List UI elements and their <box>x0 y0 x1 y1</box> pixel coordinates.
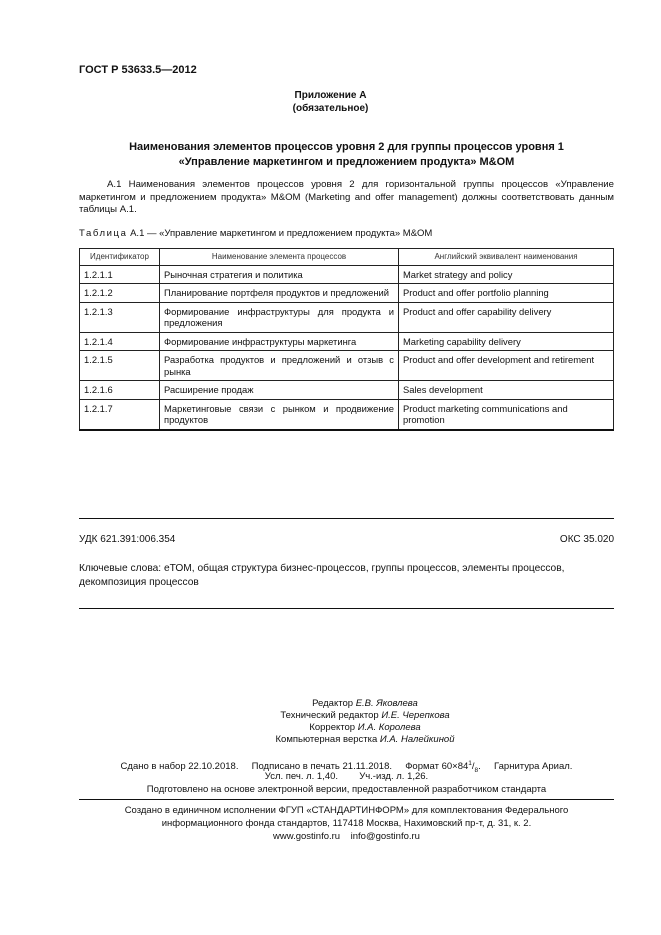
print-sheets: Усл. печ. л. 1,40. <box>264 771 339 782</box>
row-id: 1.2.1.5 <box>80 351 160 381</box>
intro-paragraph: А.1 Наименования элементов процессов уровня 2 для горизонтальной группы процессов «Управление маркетингом и предложением продукта» М&ОМ (Marketing and offer management) должны соответствовать данным таблицы А.1. <box>79 179 614 216</box>
row-name: Формирование инфраструктуры маркетинга <box>160 332 399 351</box>
table-caption-text: А.1 — «Управление маркетингом и предложением продукта» М&ОМ <box>130 228 433 239</box>
row-name: Планирование портфеля продуктов и предложений <box>160 284 399 303</box>
row-name: Формирование инфраструктуры для продукта и предложения <box>160 302 399 332</box>
credit-editor <box>150 698 580 710</box>
email-link[interactable]: info@gostinfo.ru <box>350 831 420 842</box>
section-title <box>79 140 614 170</box>
signed-date: Подписано в печать 21.11.2018. <box>251 761 392 773</box>
row-english: Product marketing communications and promotion <box>399 399 614 430</box>
publisher-sheets: Уч.-изд. л. 1,26. <box>359 771 429 782</box>
table-row <box>80 284 614 303</box>
table-header-row <box>80 249 614 266</box>
website-link[interactable]: www.gostinfo.ru <box>273 831 341 842</box>
row-name: Маркетинговые связи с рынком и продвижение продуктов <box>160 399 399 430</box>
section-title-line-2: «Управление маркетингом и предложением продукта» М&ОМ <box>178 156 515 168</box>
credit-layout-label: Компьютерная верстка <box>275 734 378 745</box>
table-row <box>80 332 614 351</box>
table-row <box>80 265 614 284</box>
publisher-contacts <box>79 830 614 843</box>
row-name: Рыночная стратегия и политика <box>160 265 399 284</box>
paper-format: Формат $60\times 84^1/_8$. <box>405 760 481 775</box>
table-row <box>80 381 614 400</box>
footer-divider-bottom <box>79 799 614 800</box>
section-title-line-1: Наименования элементов процессов уровня 2 для группы процессов уровня 1 <box>129 141 564 153</box>
standard-number: ГОСТ Р 53633.5—2012 <box>79 64 197 76</box>
credit-proofreader-name: И.А. Королева <box>357 722 421 733</box>
publisher-line-1: Создано в единичном исполнении ФГУП «СТАНДАРТИНФОРМ» для комплектования Федерального <box>124 805 569 816</box>
table-caption-label: Таблица <box>79 228 128 239</box>
appendix-title: Приложение А <box>294 90 367 101</box>
footer-divider-middle <box>79 608 614 609</box>
credit-tech-editor-label: Технический редактор <box>280 710 379 721</box>
submitted-date: Сдано в набор 22.10.2018. <box>120 761 239 773</box>
udk-code: УДК 621.391:006.354 <box>79 534 176 545</box>
keywords: Ключевые слова: еТОМ, общая структура бизнес-процессов, группы процессов, элементы процессов, декомпозиция процессов <box>79 563 565 588</box>
table-caption <box>79 228 432 239</box>
row-id: 1.2.1.7 <box>80 399 160 430</box>
credit-proofreader <box>150 722 580 734</box>
publisher-line-2: информационного фонда стандартов, 117418 Москва, Нахимовский пр-т, д. 31, к. 2. <box>161 818 532 829</box>
row-id: 1.2.1.3 <box>80 302 160 332</box>
print-meta-line-2 <box>79 770 614 783</box>
row-id: 1.2.1.4 <box>80 332 160 351</box>
table-row <box>80 302 614 332</box>
row-english: Product and offer development and retirement <box>399 351 614 381</box>
appendix-subtitle: (обязательное) <box>292 103 369 114</box>
row-english: Market strategy and policy <box>399 265 614 284</box>
credit-tech-editor <box>150 710 580 722</box>
row-english: Product and offer capability delivery <box>399 302 614 332</box>
row-id: 1.2.1.2 <box>80 284 160 303</box>
row-english: Product and offer portfolio planning <box>399 284 614 303</box>
credit-proofreader-label: Корректор <box>309 722 356 733</box>
prepared-note: Подготовлено на основе электронной версии, предоставленной разработчиком стандарта <box>146 784 547 795</box>
footer-divider-top <box>79 518 614 519</box>
row-english: Sales development <box>399 381 614 400</box>
credit-layout <box>150 734 580 746</box>
row-name: Разработка продуктов и предложений и отзыв с рынка <box>160 351 399 381</box>
typeface: Гарнитура Ариал. <box>494 761 573 773</box>
header-english: Английский эквивалент наименования <box>399 249 614 266</box>
row-name: Расширение продаж <box>160 381 399 400</box>
header-identifier: Идентификатор <box>80 249 160 266</box>
credit-tech-editor-name: И.Е. Черепкова <box>381 710 450 721</box>
credit-editor-label: Редактор <box>312 698 354 709</box>
table-row <box>80 351 614 381</box>
oks-code: ОКС 35.020 <box>559 534 614 545</box>
row-id: 1.2.1.6 <box>80 381 160 400</box>
process-elements-table <box>79 248 614 431</box>
row-english: Marketing capability delivery <box>399 332 614 351</box>
header-name: Наименование элемента процессов <box>160 249 399 266</box>
table-row <box>80 399 614 430</box>
row-id: 1.2.1.1 <box>80 265 160 284</box>
credit-layout-name: И.А. Налейкиной <box>379 734 455 745</box>
credit-editor-name: Е.В. Яковлева <box>355 698 418 709</box>
